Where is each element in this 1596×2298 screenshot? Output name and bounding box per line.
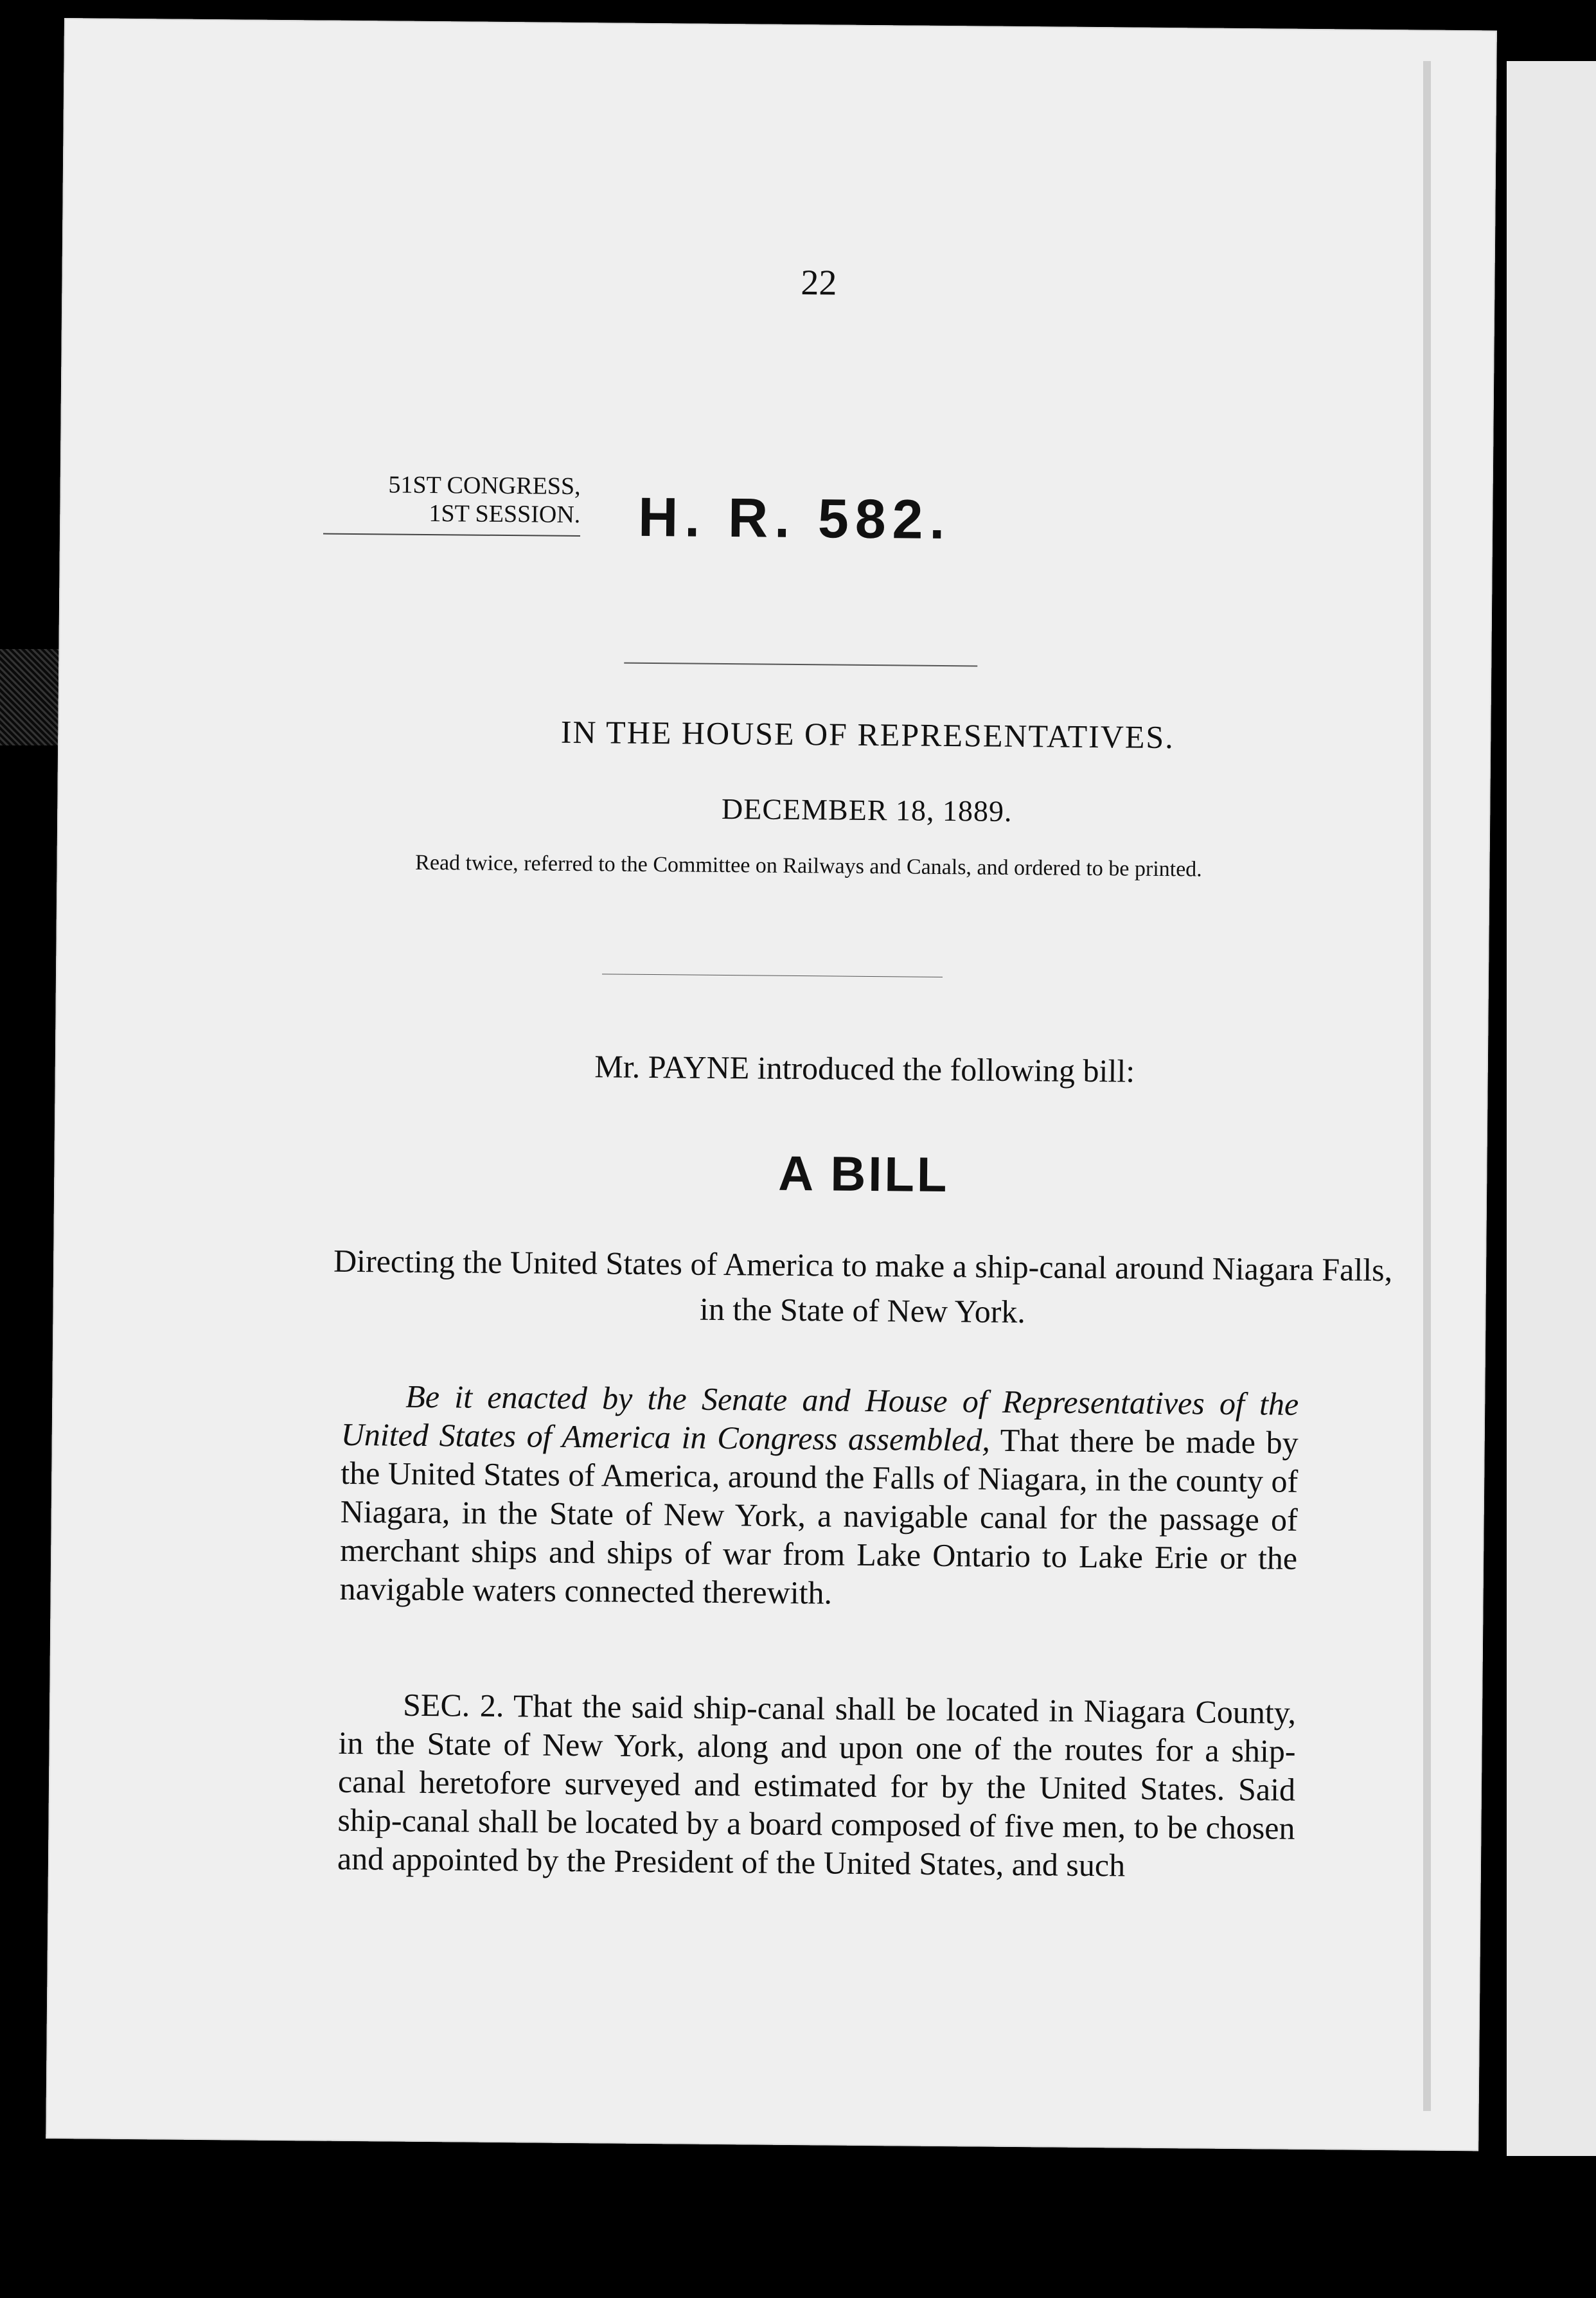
bill-number: H. R. 582.: [637, 486, 952, 551]
session-label: 1ST SESSION.: [429, 499, 581, 529]
paragraph-1-text: That there be made by the United States of America, around the Falls of Niagara, in the county of Niagara, in the State of New York, a navigable canal for the passage of merchant ships and ships of war from Lake Ontario to Lake Erie or the navigable waters connected therewith.: [339, 1421, 1299, 1611]
referral-note: Read twice, referred to the Committee on Railways and Canals, and ordered to be printed.: [415, 850, 1202, 882]
congress-label: 51ST CONGRESS,: [388, 471, 581, 501]
page-number: 22: [801, 263, 837, 303]
house-heading: IN THE HOUSE OF REPRESENTATIVES.: [560, 713, 1175, 756]
bill-date: DECEMBER 18, 1889.: [721, 792, 1013, 828]
facing-page-edge: [1507, 61, 1596, 2156]
paragraph-1: [339, 1376, 1299, 1616]
page-spine-shadow: [1423, 61, 1431, 2111]
bill-title: Directing the United States of America to make a ship-canal around Niagara Falls, in the State of New York.: [333, 1242, 1393, 1330]
divider-rule: [602, 974, 943, 977]
section-2: [337, 1685, 1297, 1886]
enacting-clause: Be it enacted by the Senate and House of Representatives of the United States of America in Congress assembled,: [341, 1378, 1299, 1458]
divider-rule: [624, 663, 977, 667]
document-page: [46, 18, 1497, 2151]
section-2-label: SEC. 2.: [402, 1686, 504, 1724]
bill-heading: A BILL: [777, 1146, 950, 1203]
session-block: [323, 470, 581, 537]
section-2-text: That the said ship-canal shall be located in Niagara County, in the State of New York, along and upon one of the routes for a ship-canal heretofore surveyed and estimated for by the United States. Said ship-canal shall be located by a board composed of five men, to be chosen and appointed by the President of the United States, and such: [337, 1688, 1297, 1884]
introduced-line: Mr. PAYNE introduced the following bill:: [594, 1048, 1135, 1089]
